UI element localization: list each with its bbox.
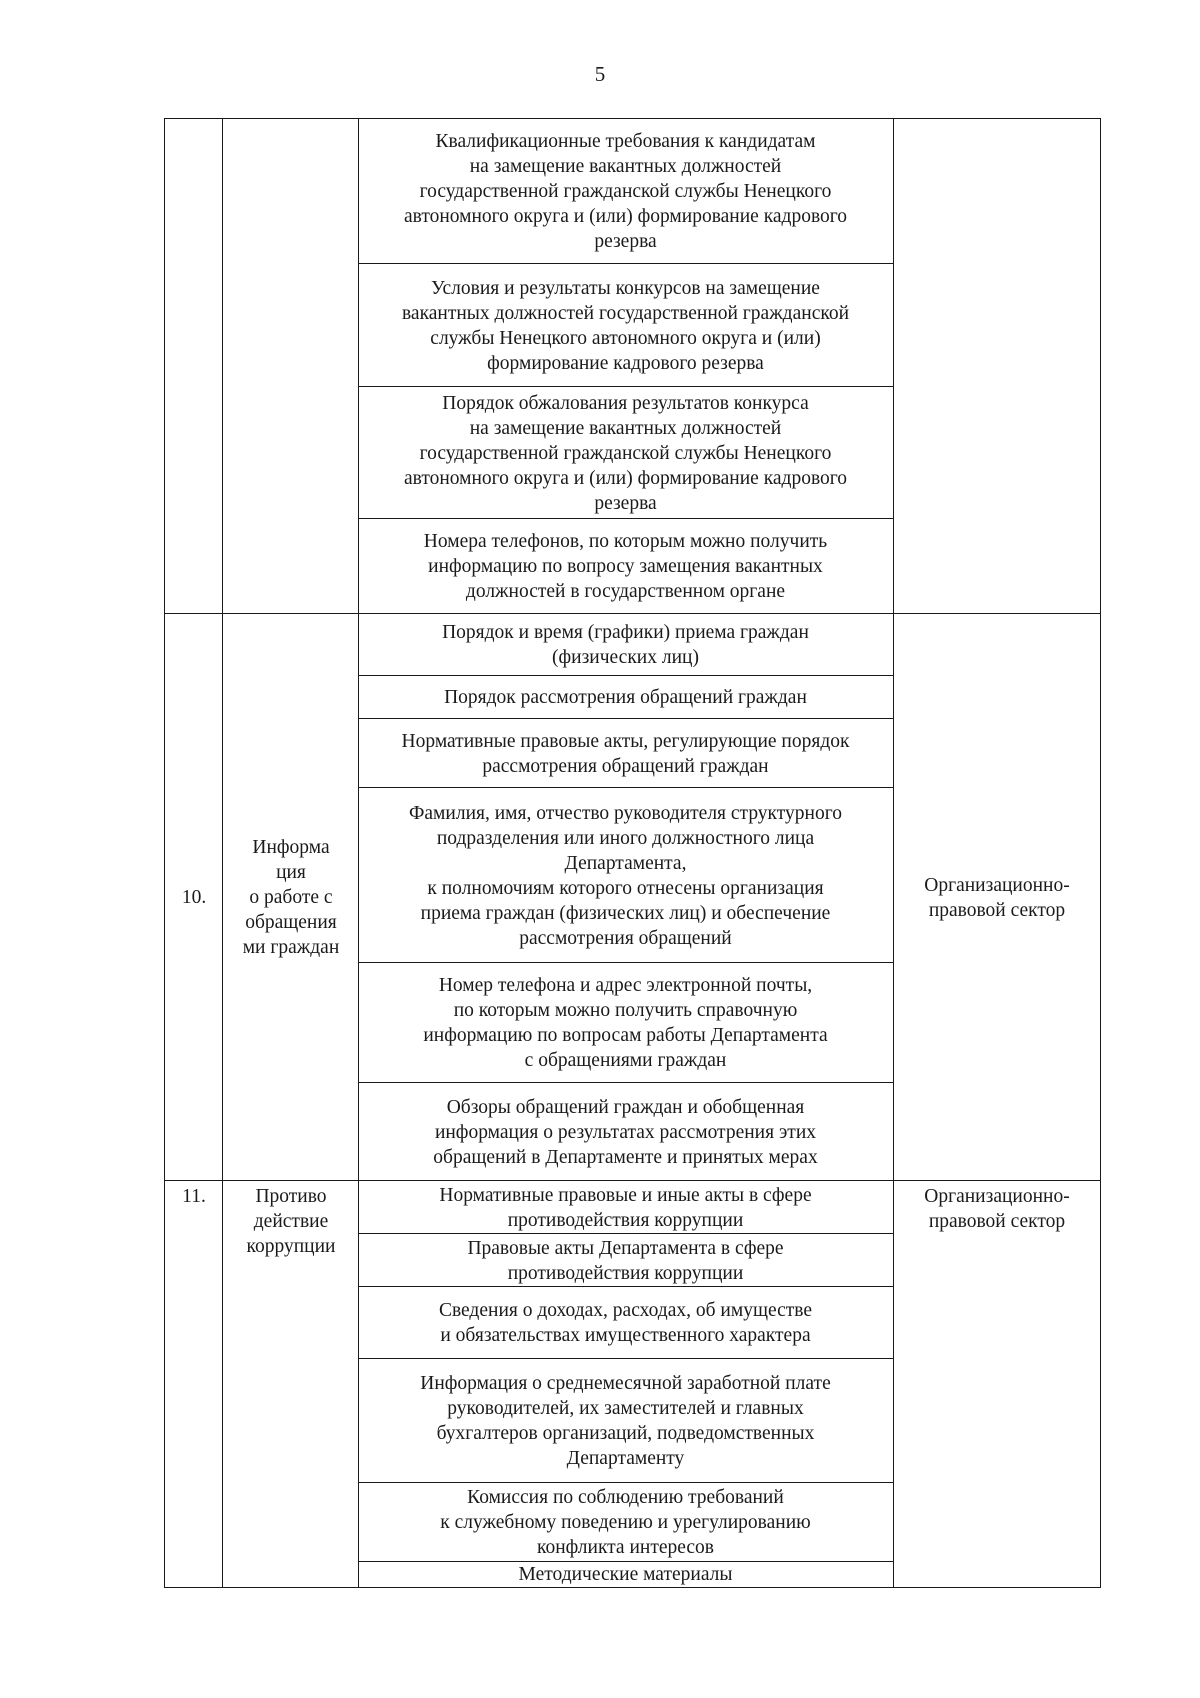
table-cell-item: Номера телефонов, по которым можно получить информацию по вопросу замещения вакантных должностей в государственном органе (423, 531, 828, 602)
item-separator (358, 787, 893, 788)
table-cell-item: Порядок и время (графики) приема граждан (физических лиц) (442, 622, 809, 668)
table-cell-item: Правовые акты Департамента в сфере противодействия коррупции (467, 1237, 784, 1284)
item-separator (358, 386, 893, 387)
col-divider-topic (358, 118, 359, 1588)
item-separator (358, 718, 893, 719)
table-cell-item: Квалификационные требования к кандидатам на замещение вакантных должностей государственной гражданской службы Ненецкого автономного округа и (или) формирование кадрового резерва (403, 131, 848, 252)
table-cell-item: Нормативные правовые и иные акты в сфере противодействия коррупции (439, 1184, 812, 1231)
row-separator (164, 613, 1101, 614)
table-cell-item: Порядок рассмотрения обращений граждан (444, 687, 807, 708)
item-separator (358, 518, 893, 519)
item-separator (358, 263, 893, 264)
table-cell-item: Условия и результаты конкурсов на замещение вакантных должностей государственной гражданской службы Ненецкого автономного округа и (или) формирование кадрового резерва (401, 277, 850, 374)
table-cell-item: Фамилия, имя, отчество руководителя структурного подразделения или иного должностного лица Департамента, к полномочиям которого отнесены организация приема граждан (физических лиц) и обеспечение рассмотрения обращений (409, 802, 842, 949)
item-separator (358, 1358, 893, 1359)
table-cell-item: Сведения о доходах, расходах, об имуществе и обязательствах имущественного характера (438, 1300, 813, 1346)
table-cell-topic: Противо действие коррупции (246, 1186, 336, 1257)
table-cell-item: Комиссия по соблюдению требований к служебному поведению и урегулированию конфликта интересов (440, 1487, 811, 1558)
page-number: 5 (594, 62, 606, 86)
table-cell-item: Номер телефона и адрес электронной почты, по которым можно получить справочную информацию по вопросам работы Департамента с обращениями граждан (423, 975, 828, 1071)
item-separator (358, 675, 893, 676)
table-cell-responsible: Организационно- правовой сектор (924, 1186, 1070, 1232)
row-separator (164, 1180, 1101, 1181)
table-cell-item: Нормативные правовые акты, регулирующие порядок рассмотрения обращений граждан (401, 730, 850, 777)
item-separator (358, 1082, 893, 1083)
item-separator (358, 962, 893, 963)
item-separator (358, 1233, 893, 1234)
table-cell-responsible: Организационно- правовой сектор (924, 874, 1070, 921)
col-divider-number (222, 118, 223, 1588)
table-cell-item: Методические материалы (518, 1564, 733, 1585)
table-cell-item: Порядок обжалования результатов конкурса на замещение вакантных должностей государственной гражданской службы Ненецкого автономного округа и (или) формирование кадрового резерва (403, 392, 848, 514)
item-separator (358, 1482, 893, 1483)
col-divider-items (893, 118, 894, 1588)
table-cell-item: Обзоры обращений граждан и обобщенная информация о результатах рассмотрения этих обращений в Департаменте и принятых мерах (433, 1096, 818, 1168)
table-cell-topic: Информа ция о работе с обращения ми граждан (242, 837, 340, 958)
item-separator (358, 1286, 893, 1287)
table-cell-number: 11. (182, 1186, 206, 1207)
table-cell-item: Информация о среднемесячной заработной плате руководителей, их заместителей и главных бухгалтеров организаций, подведомственных Департаменту (420, 1373, 831, 1469)
table-cell-number: 10. (181, 887, 207, 908)
